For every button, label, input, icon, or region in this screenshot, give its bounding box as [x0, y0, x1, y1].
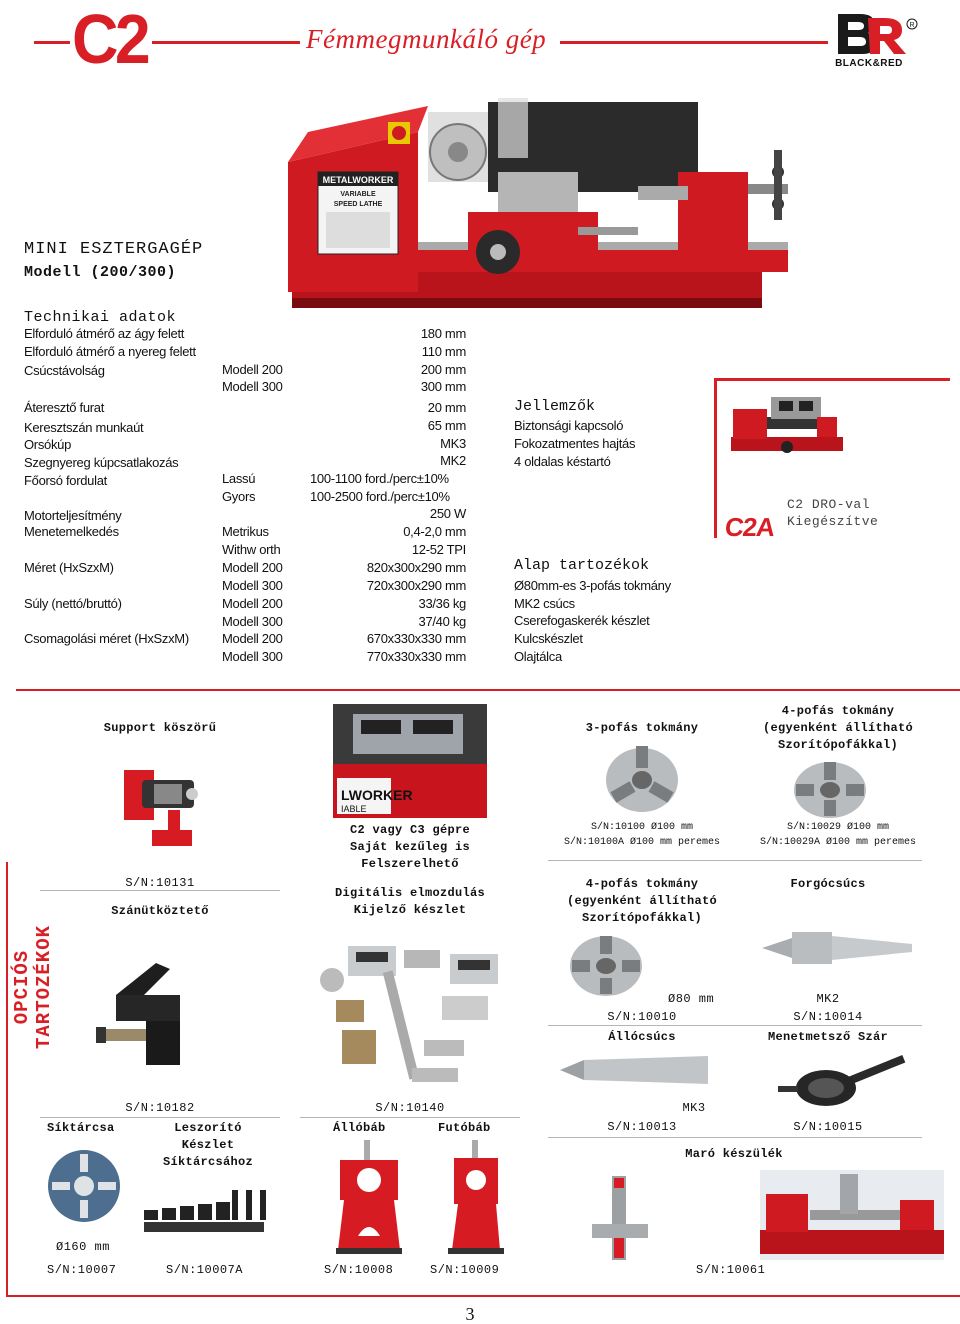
spec-label: Áteresztő furat: [24, 400, 105, 415]
spec-label: Orsókúp: [24, 437, 72, 452]
stop-divider: [40, 1117, 280, 1118]
chuck-row-divider: [548, 860, 922, 861]
accessories-heading: Alap tartozékok: [514, 557, 650, 574]
dro-kit-photo: [312, 940, 508, 1100]
spec-label: Méret (HxSzxM): [24, 560, 114, 575]
dro-line1: C2 vagy C3 gépre: [349, 823, 471, 837]
saddle-stop-photo: [96, 955, 196, 1075]
faceplate-size: Ø160 mm: [56, 1240, 110, 1254]
chuck4b-sn: S/N:10010: [607, 1010, 677, 1024]
spec-value: 820x300x290 mm: [366, 560, 466, 575]
spec-value: 110 mm: [421, 344, 466, 359]
spec-mid: Gyors: [222, 489, 256, 504]
plate-line1: METALWORKER: [322, 175, 394, 185]
saddle-stop-title: Szánütköztető: [111, 904, 209, 918]
die-holder-title: Menetmetsző Szár: [767, 1030, 889, 1044]
c2a-badge: C2A: [723, 512, 776, 542]
dro-title1: Digitális elmozdulás: [334, 886, 486, 900]
dro-title2: Kijelző készlet: [353, 903, 467, 917]
spec-value: 37/40 kg: [418, 614, 466, 629]
spec-value: 100-2500 ford./perc±10%: [310, 489, 450, 504]
accessory-item: Kulcskészlet: [514, 631, 583, 646]
clamp-kit-photo: [142, 1188, 272, 1236]
clamp-kit-line2: Készlet: [181, 1138, 235, 1152]
svg-text:LWORKER: LWORKER: [341, 787, 413, 803]
spec-mid: Modell 200: [222, 560, 283, 575]
live-center-title: Forgócsúcs: [790, 877, 866, 891]
c2a-line2: Kiegészítve: [787, 514, 879, 529]
header-rule-mid: [152, 41, 300, 44]
spec-value: MK2: [440, 453, 466, 468]
live-center-photo: [762, 922, 912, 972]
mill-sn: S/N:10061: [696, 1263, 766, 1277]
spec-label: Keresztszán munkaút: [24, 420, 144, 435]
chuck4a-sn1: S/N:10029 Ø100 mm: [786, 822, 890, 833]
faceplate-sn: S/N:10007: [47, 1263, 117, 1277]
chuck4a-line1: 4-pofás tokmány: [781, 704, 895, 718]
steady-rest-title: Állóbáb: [333, 1121, 386, 1135]
spec-value: 12-52 TPI: [411, 542, 466, 557]
mill-lathe-photo: [760, 1170, 944, 1260]
dead-center-sn: S/N:10013: [607, 1120, 677, 1134]
follow-rest-sn: S/N:10009: [430, 1263, 500, 1277]
lathe-photo: [278, 92, 806, 324]
options-bottom-rule: [6, 1295, 960, 1297]
spec-value: MK3: [440, 436, 466, 451]
dro-line2: Saját kezűleg is: [349, 840, 471, 854]
dead-center-size: MK3: [682, 1101, 706, 1115]
mill-row-divider: [548, 1137, 922, 1138]
spec-value: 770x330x330 mm: [366, 649, 466, 664]
faceplate-photo: [46, 1148, 122, 1224]
accessory-item: Ø80mm-es 3-pofás tokmány: [514, 578, 671, 593]
spec-mid: Metrikus: [222, 524, 269, 539]
spec-mid: Modell 300: [222, 578, 283, 593]
spec-value: 180 mm: [420, 326, 466, 341]
spec-label: Főorsó fordulat: [24, 473, 107, 488]
features-heading: Jellemzők: [514, 398, 596, 415]
dro-sn: S/N:10140: [375, 1101, 445, 1115]
chuck4b-line1: 4-pofás tokmány: [585, 877, 699, 891]
spec-value: 300 mm: [420, 379, 466, 394]
specs-heading: Technikai adatok: [24, 309, 177, 326]
spec-mid: Modell 200: [222, 631, 283, 646]
follow-rest-title: Futóbáb: [438, 1121, 491, 1135]
spec-label: Súly (nettó/bruttó): [24, 596, 122, 611]
chuck3-photo: [600, 740, 684, 816]
feature-item: 4 oldalas késtartó: [514, 454, 611, 469]
spec-value: 670x330x330 mm: [366, 631, 466, 646]
plate-line3: SPEED LATHE: [333, 201, 383, 208]
accessory-item: MK2 csúcs: [514, 596, 575, 611]
support-grinder-sn: S/N:10131: [125, 876, 195, 890]
chuck4b-line3: Szorítópofákkal): [581, 911, 703, 925]
c2a-box: [714, 378, 950, 542]
chuck4a-line2: (egyenként állítható: [762, 721, 914, 735]
spec-mid: Modell 200: [222, 596, 283, 611]
follow-rest-photo: [446, 1140, 506, 1256]
chuck4a-line3: Szorítópofákkal): [777, 738, 899, 752]
spec-value: 100-1100 ford./perc±10%: [310, 471, 449, 486]
chuck4b-line2: (egyenként állítható: [566, 894, 718, 908]
product-title: MINI ESZTERGAGÉP: [24, 240, 204, 259]
spec-value: 0,4-2,0 mm: [403, 524, 466, 539]
die-holder-photo: [776, 1054, 906, 1110]
spec-value: 200 mm: [420, 362, 466, 377]
brand-logo: [824, 8, 924, 72]
accessory-item: Cserefogaskerék készlet: [514, 613, 650, 628]
options-left-rule: [6, 862, 8, 1297]
dro-line3: Felszerelhető: [361, 857, 459, 871]
steady-rest-sn: S/N:10008: [324, 1263, 394, 1277]
options-side-label: OPCIÓS TARTOZÉKOK: [11, 924, 55, 1050]
spec-label: Elforduló átmérő a nyereg felett: [24, 344, 196, 359]
page-number: 3: [465, 1304, 475, 1324]
product-model: Modell (200/300): [24, 264, 177, 281]
svg-text:IABLE: IABLE: [341, 804, 367, 814]
spec-mid: Modell 300: [222, 614, 283, 629]
center-row-divider: [548, 1025, 922, 1026]
dro-photo: [333, 704, 487, 818]
spec-label: Szegnyereg kúpcsatlakozás: [24, 455, 179, 470]
mill-column-photo: [592, 1176, 648, 1260]
header-rule-left: [34, 41, 70, 44]
br-mark-icon: [824, 8, 924, 60]
spec-value: 20 mm: [427, 400, 466, 415]
clamp-kit-sn: S/N:10007A: [166, 1263, 244, 1277]
spec-label: Csomagolási méret (HxSzxM): [24, 631, 189, 646]
accessory-item: Olajtálca: [514, 649, 562, 664]
dro-divider: [300, 1117, 520, 1118]
spec-mid: Modell 300: [222, 649, 283, 664]
chuck4b-size: Ø80 mm: [668, 992, 715, 1006]
chuck4a-sn2: S/N:10029A Ø100 mm peremes: [759, 837, 917, 848]
chuck3-sn2: S/N:10100A Ø100 mm peremes: [563, 837, 721, 848]
spec-mid: Modell 300: [222, 379, 283, 394]
chuck4a-photo: [790, 758, 870, 820]
die-holder-sn: S/N:10015: [793, 1120, 863, 1134]
spec-mid: Lassú: [222, 471, 256, 486]
spec-label: Menetemelkedés: [24, 524, 119, 539]
chuck3-title: 3-pofás tokmány: [585, 721, 699, 735]
support-divider: [40, 890, 280, 891]
header-rule-right: [560, 41, 828, 44]
support-grinder-photo: [112, 760, 206, 860]
steady-rest-photo: [336, 1140, 402, 1256]
dead-center-photo: [560, 1054, 710, 1086]
spec-value: 65 mm: [427, 418, 466, 433]
saddle-stop-sn: S/N:10182: [125, 1101, 195, 1115]
plate-line2: VARIABLE: [340, 191, 376, 198]
c2-logo: C2: [72, 0, 147, 78]
spec-value: 720x300x290 mm: [366, 578, 466, 593]
header-subtitle: Fémmegmunkáló gép: [306, 24, 547, 54]
spec-mid: Withw orth: [222, 542, 281, 557]
live-center-size: MK2: [816, 992, 840, 1006]
live-center-sn: S/N:10014: [793, 1010, 863, 1024]
spec-value: 33/36 kg: [418, 596, 466, 611]
spec-mid: Modell 200: [222, 362, 283, 377]
brand-name: BLACK&RED: [835, 58, 903, 69]
spec-label: Csúcstávolság: [24, 363, 105, 378]
chuck3-sn1: S/N:10100 Ø100 mm: [590, 822, 694, 833]
spec-label: Elforduló átmérő az ágy felett: [24, 326, 185, 341]
c2a-lathe-icon: [727, 387, 847, 477]
feature-item: Biztonsági kapcsoló: [514, 418, 624, 433]
faceplate-title: Síktárcsa: [47, 1121, 115, 1135]
spec-value: 250 W: [429, 506, 466, 521]
dead-center-title: Állócsúcs: [608, 1030, 676, 1044]
support-grinder-title: Support köszörű: [103, 721, 217, 735]
options-top-rule: [16, 689, 960, 691]
clamp-kit-line3: Síktárcsához: [162, 1155, 253, 1169]
spec-label: Motorteljesítmény: [24, 508, 122, 523]
svg-text:R: R: [909, 22, 915, 29]
clamp-kit-line1: Leszorító: [174, 1121, 242, 1135]
c2a-line1: C2 DRO-val: [787, 497, 871, 512]
chuck4b-photo: [566, 930, 646, 1000]
mill-title: Maró készülék: [685, 1147, 783, 1161]
feature-item: Fokozatmentes hajtás: [514, 436, 636, 451]
